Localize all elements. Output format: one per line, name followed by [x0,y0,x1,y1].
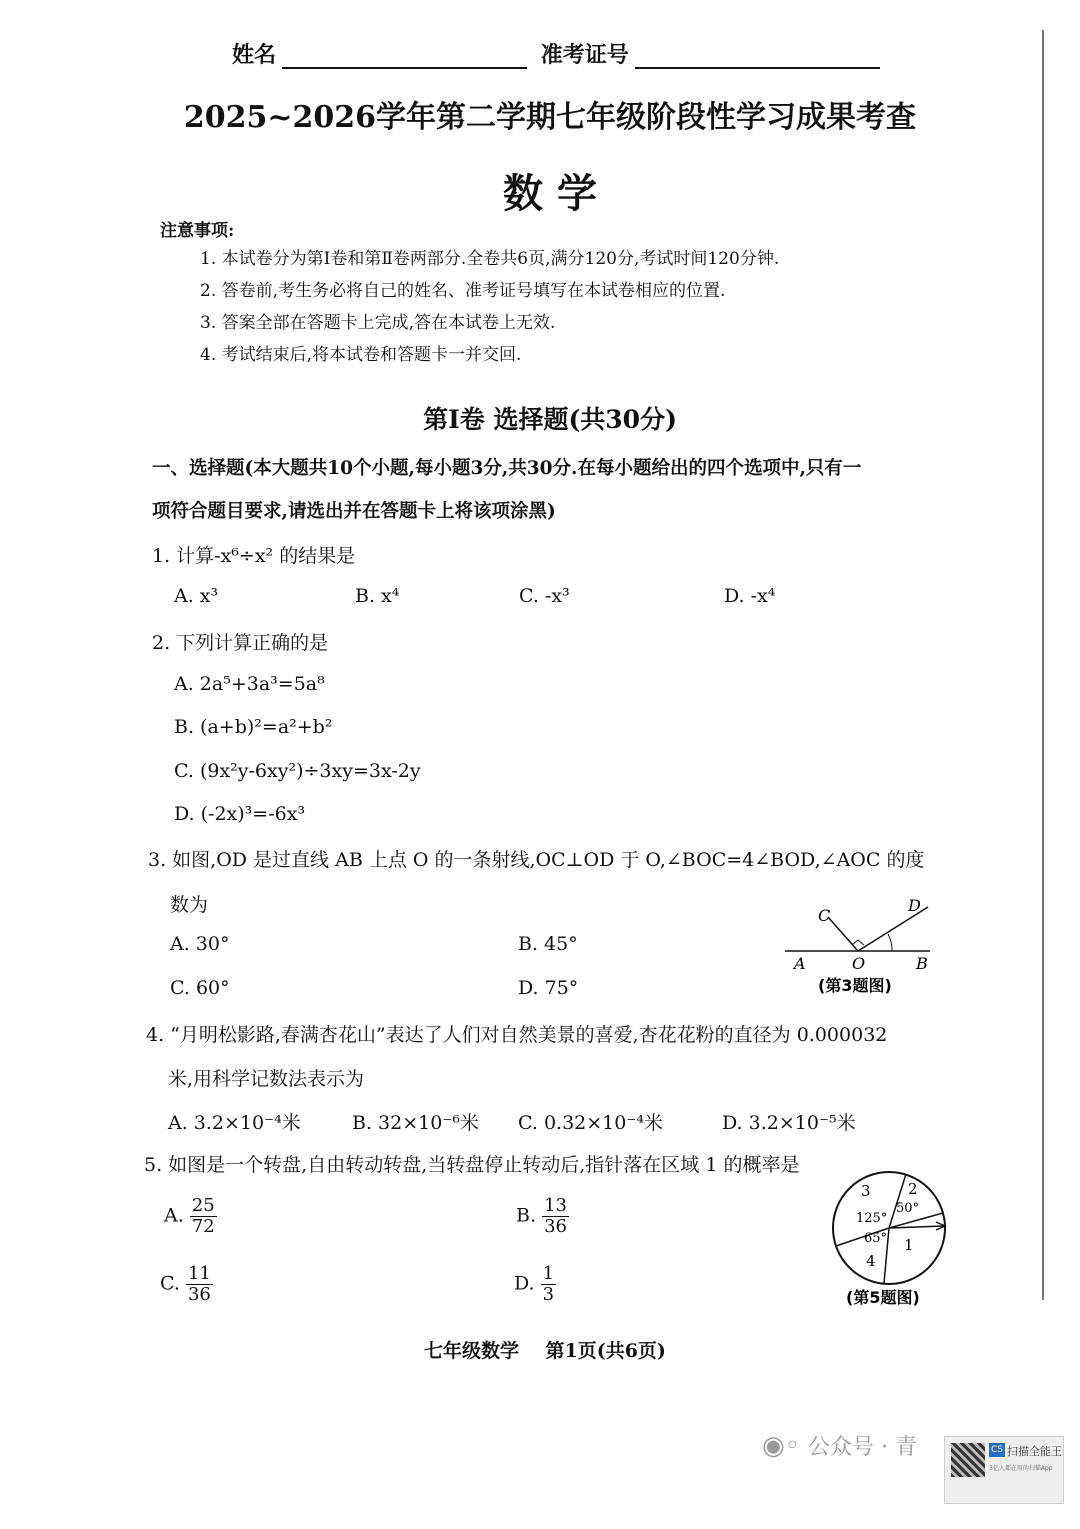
q5-angle-65: 65° [864,1231,888,1246]
q5-option-a-fraction [190,1196,217,1237]
q3-caption: (第3题图) [818,976,892,995]
q2-stem: 2. 下列计算正确的是 [152,632,329,654]
q5-d-denominator: 3 [542,1284,555,1305]
q2-option-b: B. (a+b)²=a²+b² [174,716,333,738]
wechat-watermark-text: 公众号 · 青 [808,1435,918,1460]
q1-option-c: C. -x³ [519,585,570,607]
q3-ray-oc [828,917,858,951]
q5-option-d-fraction [541,1264,556,1305]
q4-stem-line1: 4. “月明松影路,春满杏花山”表达了人们对自然美景的喜爱,杏花花粉的直径为 0.000032 [146,1024,888,1046]
q5-option-b-fraction [542,1196,569,1237]
q3-figure [780,895,940,1000]
q5-a-numerator: 25 [191,1195,215,1216]
q5-spinner-figure [826,1170,956,1310]
q1-option-d: D. -x⁴ [724,585,776,607]
section-instruction-1: 一、选择题(本大题共10个小题,每小题3分,共30分.在每小题给出的四个选项中,只有一 [152,458,862,479]
q4-option-c: C. 0.32×10⁻⁴米 [518,1112,663,1134]
q5-option-b-label: B. [516,1204,537,1227]
exam-no-blank [635,66,880,69]
q4-option-d: D. 3.2×10⁻⁵米 [722,1112,856,1134]
notice-item-1: 1. 本试卷分为第Ⅰ卷和第Ⅱ卷两部分.全卷共6页,满分120分,考试时间120分钟. [200,249,780,269]
q5-angle-125: 125° [856,1211,888,1226]
q2-option-d: D. (-2x)³=-6x³ [174,803,306,825]
q1-option-a: A. x³ [174,585,219,607]
q5-option-c-label: C. [160,1272,180,1295]
q5-option-c-fraction [186,1264,213,1305]
q3-option-b: B. 45° [518,933,578,955]
q5-option-b [516,1196,569,1237]
q1-option-b: B. x⁴ [355,585,400,607]
qr-code-icon [951,1443,985,1477]
notice-item-4: 4. 考试结束后,将本试卷和答题卡一并交回. [200,345,522,365]
notice-item-2: 2. 答卷前,考生务必将自己的姓名、准考证号填写在本试卷相应的位置. [200,281,726,301]
exam-no-label: 准考证号 [540,42,629,68]
q3-option-a: A. 30° [170,933,230,955]
q3-angle-arc [888,934,892,951]
q5-b-denominator: 36 [544,1216,567,1237]
q4-stem-line2: 米,用科学记数法表示为 [168,1068,365,1090]
name-label: 姓名 [232,42,277,68]
q3-right-angle-mark [852,940,864,945]
q4-option-a: A. 3.2×10⁻⁴米 [168,1112,301,1134]
q5-a-denominator: 72 [191,1216,215,1237]
wechat-icon: ◉◦ [762,1430,801,1461]
q5-b-numerator: 13 [544,1195,567,1216]
q5-option-d-label: D. [514,1272,535,1295]
q2-option-c: C. (9x²y-6xy²)÷3xy=3x-2y [174,760,421,782]
q3-option-c: C. 60° [170,977,230,999]
scanner-name: 扫描全能王 [1007,1445,1062,1458]
q5-region-4: 4 [866,1252,876,1270]
name-blank [282,66,527,69]
cs-logo-icon: CS [991,1445,1003,1455]
q5-c-denominator: 36 [187,1284,211,1305]
q5-region-2: 2 [908,1180,918,1198]
q3-stem-line2: 数为 [170,894,209,916]
name-field [232,38,880,69]
q2-option-a: A. 2a⁵+3a³=5a⁸ [174,673,325,695]
subject-title: 数 学 [503,170,597,217]
q5-caption: (第5题图) [846,1288,920,1307]
q4-option-b: B. 32×10⁻⁶米 [352,1112,479,1134]
q5-c-numerator: 11 [187,1263,211,1284]
q3-label-o: O [852,954,866,973]
q5-region-3: 3 [861,1182,871,1200]
q5-stem: 5. 如图是一个转盘,自由转动转盘,当转盘停止转动后,指针落在区域 1 的概率是 [144,1154,800,1176]
page-footer: 七年级数学 第1页(共6页) [424,1340,666,1362]
exam-title: 2025~2026学年第二学期七年级阶段性学习成果考查 [183,100,917,135]
section-title: 第Ⅰ卷 选择题(共30分) [423,405,677,434]
q1-stem: 1. 计算-x⁶÷x² 的结果是 [152,545,356,567]
scanner-tagline: 3亿人都在用的扫描App [989,1465,1053,1472]
q5-option-a-label: A. [164,1204,184,1227]
scanner-watermark [944,1436,1064,1504]
q3-label-a: A [794,954,806,973]
notice-heading: 注意事项: [160,221,235,241]
q5-option-a [164,1196,217,1237]
page-edge-line [1042,30,1044,1300]
q5-option-c [160,1264,213,1305]
wechat-watermark [762,1430,917,1461]
q5-option-d [514,1264,556,1305]
q3-label-c: C [818,906,831,925]
q5-region-1: 1 [904,1236,914,1254]
q3-label-b: B [916,954,928,973]
q3-label-d: D [908,896,921,915]
q3-stem-line1: 3. 如图,OD 是过直线 AB 上点 O 的一条射线,OC⊥OD 于 O,∠BOC=4∠BOD,∠AOC 的度 [148,849,925,871]
q5-d-numerator: 1 [542,1263,555,1284]
q3-option-d: D. 75° [518,977,579,999]
q5-angle-50: 50° [896,1201,920,1216]
section-instruction-2: 项符合题目要求,请选出并在答题卡上将该项涂黑) [152,501,556,522]
notice-item-3: 3. 答案全部在答题卡上完成,答在本试卷上无效. [200,313,556,333]
